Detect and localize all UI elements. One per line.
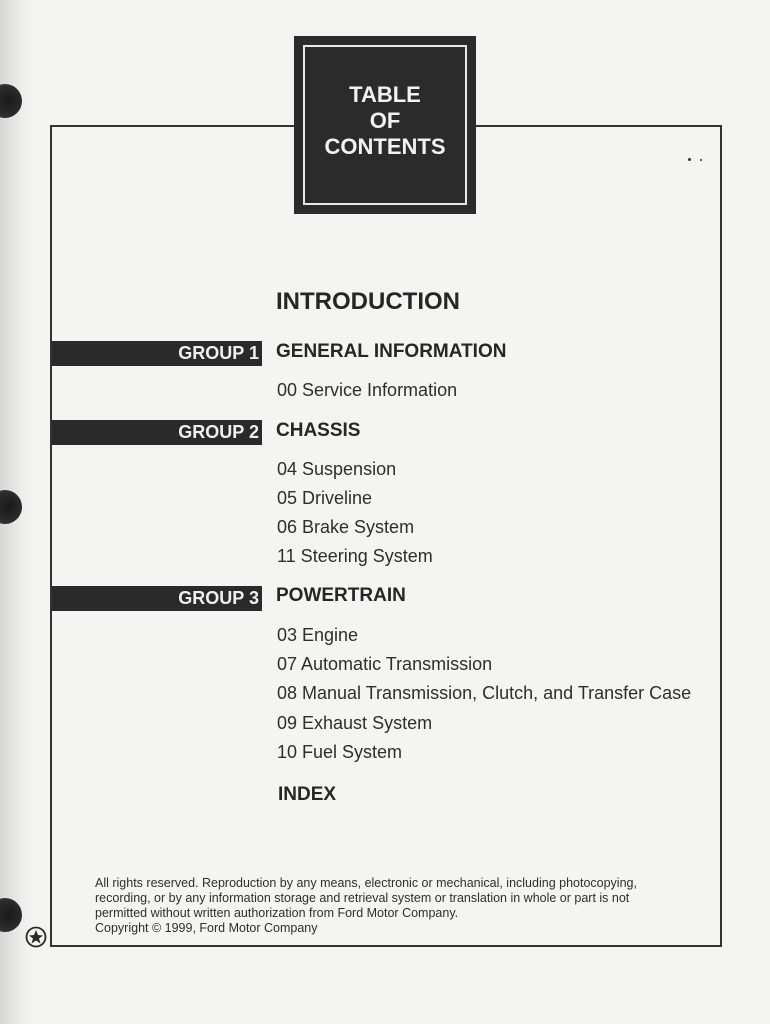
group-2-bar: GROUP 2 [52,420,262,445]
scan-speck [688,158,691,161]
group-3-bar: GROUP 3 [52,586,262,611]
group-1-bar: GROUP 1 [52,341,262,366]
toc-item: 11 Steering System [277,546,433,566]
introduction-heading: INTRODUCTION [276,288,460,315]
group-3-heading: POWERTRAIN [276,585,406,606]
title-inner [303,45,467,205]
footer-line-1: All rights reserved. Reproduction by any means, electronic or mechanical, including photocopying, [95,876,637,890]
toc-item: 10 Fuel System [277,742,403,762]
footer-line-2: recording, or by any information storage and retrieval system or translation in whole or part is not [95,891,630,905]
toc-item: 07 Automatic Transmission [277,654,493,674]
copyright-notice [95,876,695,936]
toc-item: 03 Engine [277,625,359,645]
toc-item: 00 Service Information [277,380,458,400]
group-2-heading: CHASSIS [276,420,361,441]
title-box [294,36,476,214]
toc-item: 06 Brake System [277,517,415,537]
toc-item: 08 Manual Transmission, Clutch, and Transfer Case [277,683,692,703]
toc-item: 04 Suspension [277,459,397,479]
recycle-emblem-icon [25,926,47,948]
title-line-2: OF [369,108,401,133]
title-line-3: CONTENTS [324,134,446,159]
footer-line-3: permitted without written authorization from Ford Motor Company. [95,906,459,920]
scan-speck [700,159,702,161]
index-heading: INDEX [278,784,337,805]
toc-item: 05 Driveline [277,488,373,508]
toc-item: 09 Exhaust System [277,713,433,733]
title-line-1: TABLE [349,82,421,107]
group-1-heading: GENERAL INFORMATION [276,341,507,362]
footer-line-4: Copyright © 1999, Ford Motor Company [95,921,318,935]
